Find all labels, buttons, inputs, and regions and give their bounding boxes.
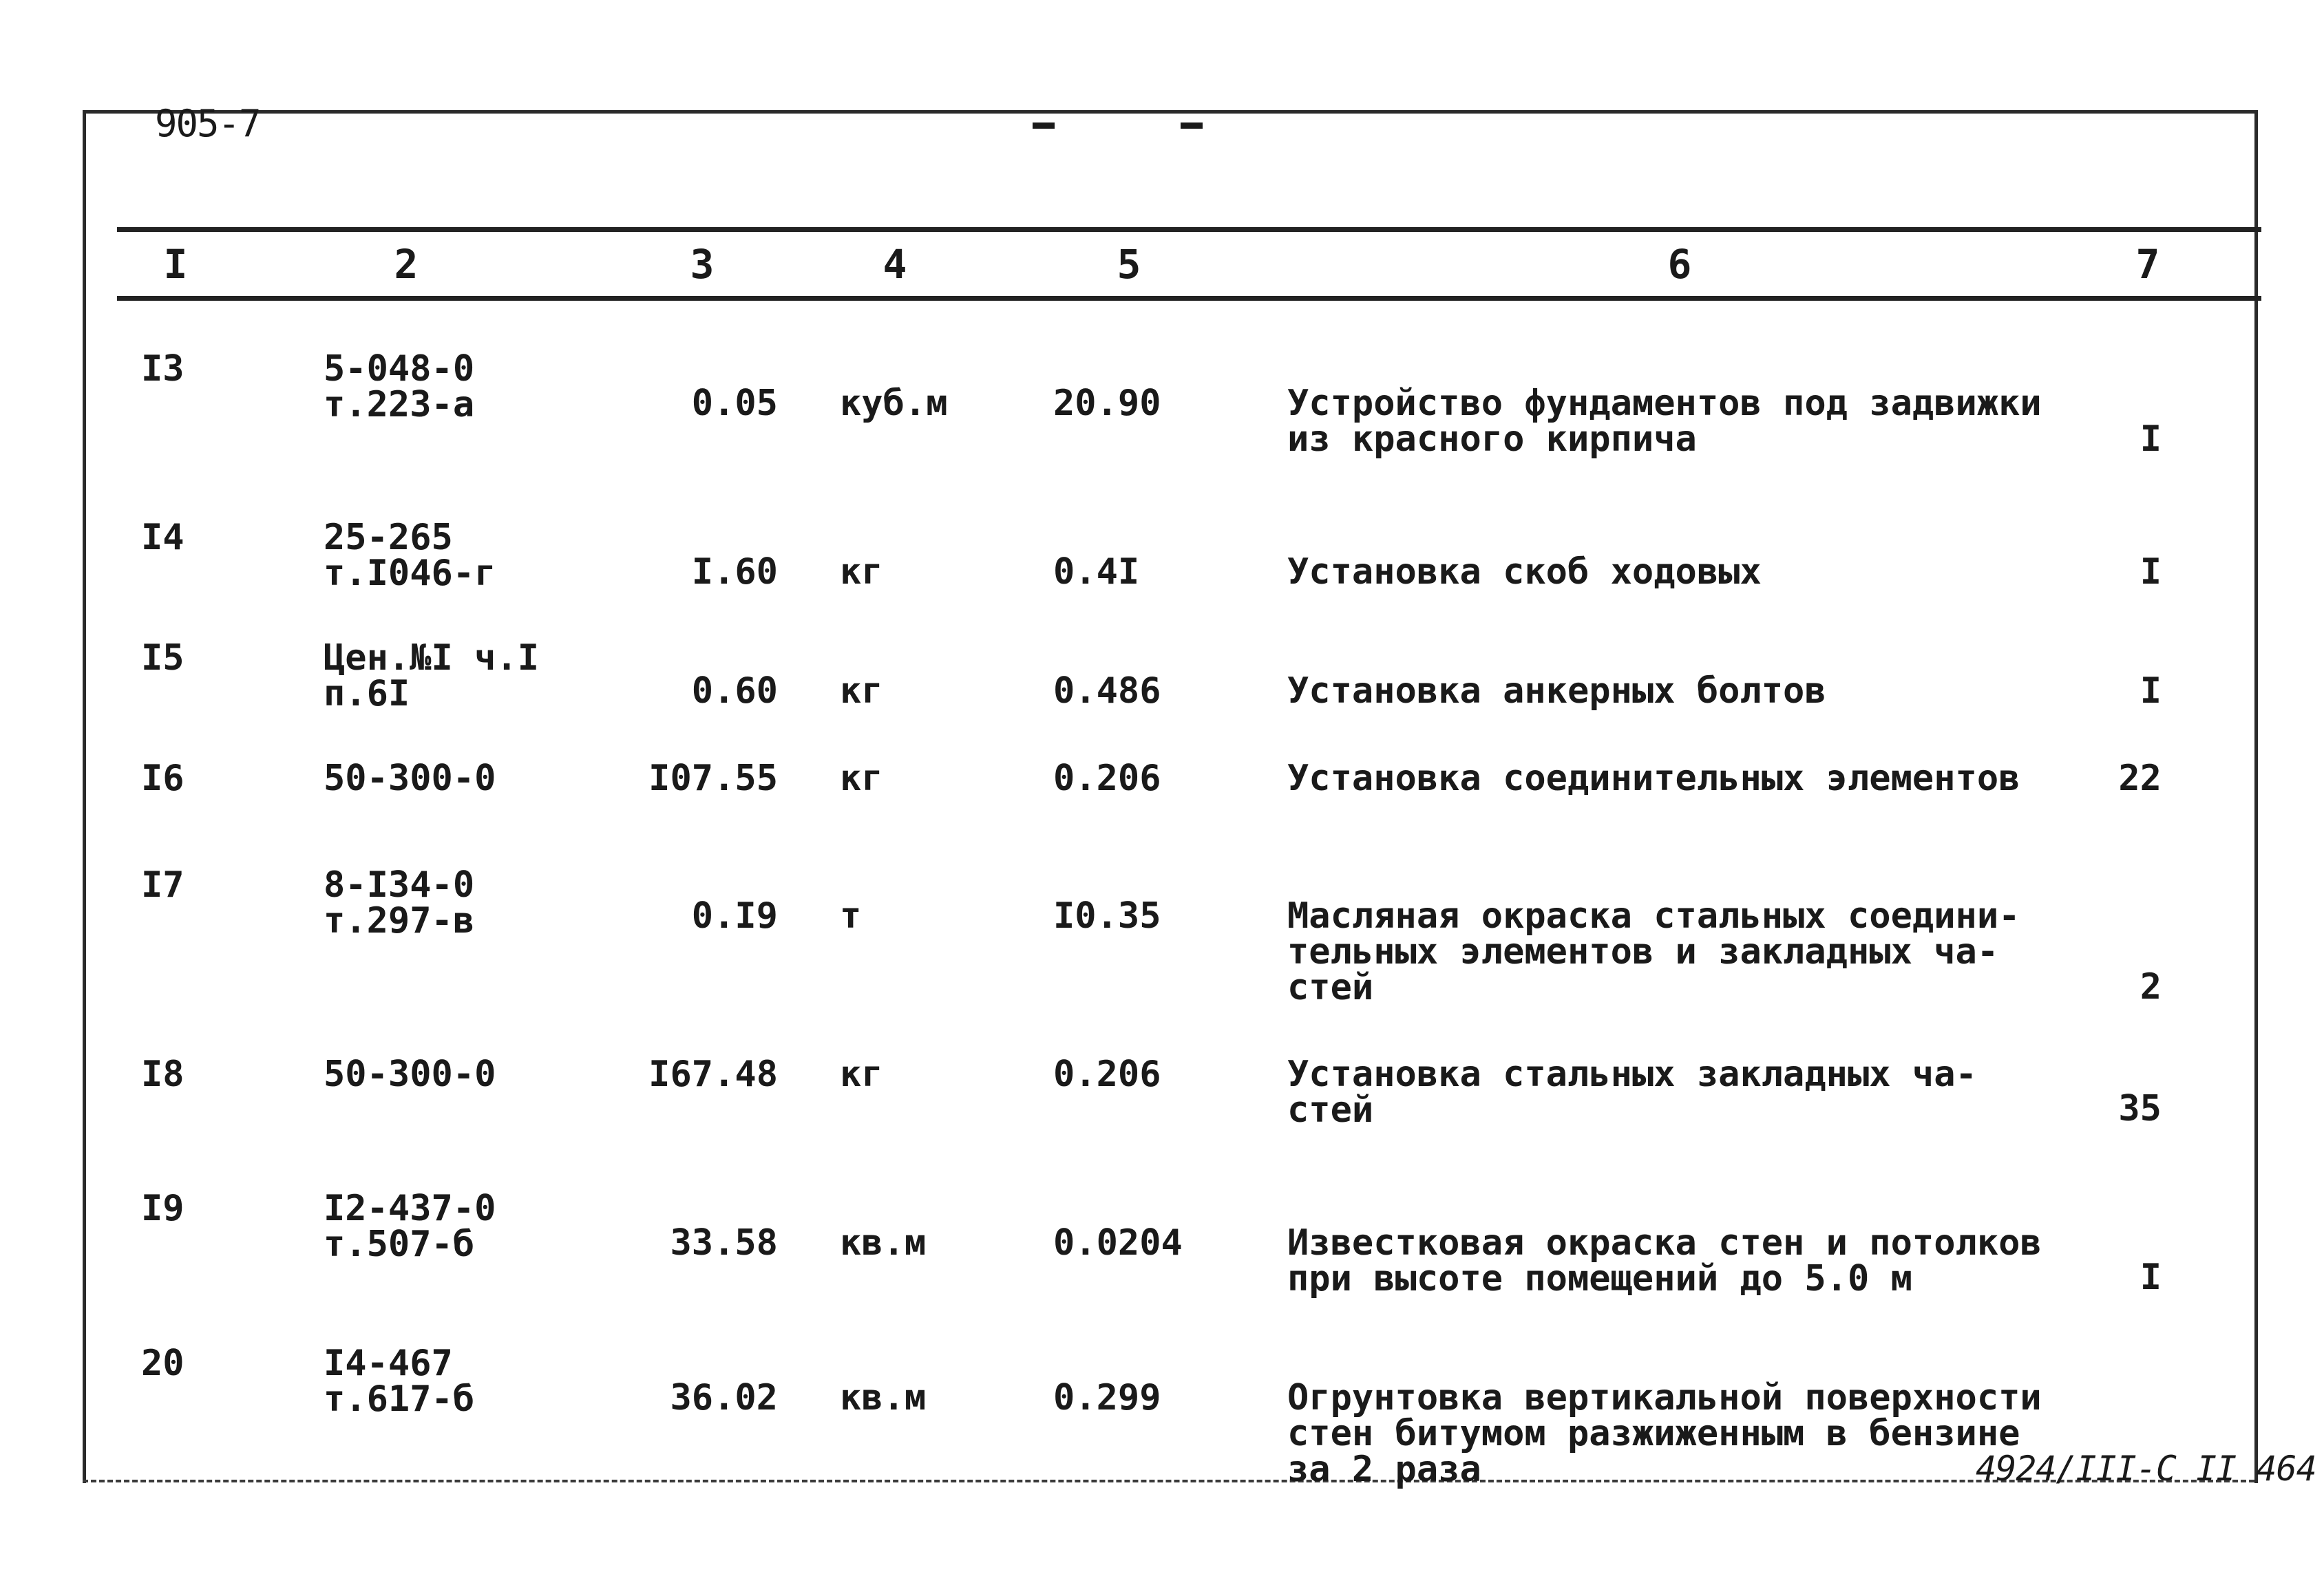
archive-stamp: 4924/III-С II 464 (1976, 1449, 2316, 1489)
row-unit: кг (840, 670, 883, 712)
row-description: Установка анкерных болтов (1287, 670, 1826, 712)
column-header-4: 4 (883, 241, 907, 288)
row-price: 0.4I (1053, 551, 1140, 593)
row-unit: кг (840, 758, 883, 799)
row-description: Масляная окраска стальных соедини- тельных элементов и закладных ча- стей (1287, 895, 2020, 1008)
row-num: 20 (141, 1343, 184, 1384)
row-count: I (2140, 418, 2162, 460)
page-mark-right (1181, 123, 1203, 129)
row-qty: 0.I9 (691, 895, 778, 937)
row-count: 2 (2140, 966, 2162, 1008)
row-unit: куб.м (840, 383, 948, 424)
row-unit: т (840, 895, 862, 937)
row-num: I9 (141, 1188, 184, 1229)
row-code: 50-300-0 (324, 758, 496, 799)
page-mark-left (1033, 123, 1055, 129)
row-description: Установка скоб ходовых (1287, 551, 1762, 593)
row-unit: кг (840, 551, 883, 593)
row-price: I0.35 (1053, 895, 1161, 937)
header-bottom-rule (117, 296, 2261, 301)
column-header-3: 3 (690, 241, 715, 288)
row-count: I (2140, 551, 2162, 593)
document-code: 905-7 (155, 102, 260, 145)
row-price: 0.299 (1053, 1377, 1161, 1418)
row-code: 8-I34-0 т.297-в (324, 864, 475, 941)
column-header-2: 2 (394, 241, 419, 288)
row-description: Установка стальных закладных ча- стей (1287, 1054, 1977, 1131)
row-qty: 0.05 (691, 383, 778, 424)
row-unit: кв.м (840, 1222, 927, 1264)
row-qty: I.60 (691, 551, 778, 593)
row-qty: 0.60 (691, 670, 778, 712)
row-description: Установка соединительных элементов (1287, 758, 2020, 799)
row-code: 25-265 т.I046-г (324, 517, 496, 594)
column-header-6: 6 (1667, 241, 1692, 288)
row-num: I7 (141, 864, 184, 906)
row-code: 50-300-0 (324, 1054, 496, 1095)
row-description: Известковая окраска стен и потолков при высоте помещений до 5.0 м (1287, 1222, 2042, 1299)
row-code: I2-437-0 т.507-б (324, 1188, 496, 1265)
row-description: Устройство фундаментов под задвижки из красного кирпича (1287, 383, 2042, 460)
row-code: I4-467 т.617-б (324, 1343, 475, 1420)
row-qty: 36.02 (670, 1377, 778, 1418)
row-num: I8 (141, 1054, 184, 1095)
header-top-rule (117, 227, 2261, 232)
row-count: 22 (2118, 758, 2162, 799)
row-price: 0.0204 (1053, 1222, 1183, 1264)
row-qty: I07.55 (648, 758, 778, 799)
row-num: I4 (141, 517, 184, 558)
row-price: 0.486 (1053, 670, 1161, 712)
row-unit: кг (840, 1054, 883, 1095)
row-qty: I67.48 (648, 1054, 778, 1095)
row-price: 0.206 (1053, 1054, 1161, 1095)
row-description: Огрунтовка вертикальной поверхности стен битумом разжиженным в бензине за 2 раза (1287, 1377, 2042, 1490)
column-header-5: 5 (1117, 241, 1141, 288)
row-num: I5 (141, 637, 184, 679)
row-price: 0.206 (1053, 758, 1161, 799)
row-price: 20.90 (1053, 383, 1161, 424)
row-count: 35 (2118, 1088, 2162, 1129)
row-count: I (2140, 670, 2162, 712)
row-count: I (2140, 1257, 2162, 1298)
column-header-1: I (163, 241, 188, 288)
row-num: I6 (141, 758, 184, 799)
row-unit: кв.м (840, 1377, 927, 1418)
row-qty: 33.58 (670, 1222, 778, 1264)
row-num: I3 (141, 348, 184, 390)
column-header-7: 7 (2135, 241, 2160, 288)
row-code: Цен.№I ч.I п.6I (324, 637, 540, 714)
row-code: 5-048-0 т.223-а (324, 348, 475, 425)
